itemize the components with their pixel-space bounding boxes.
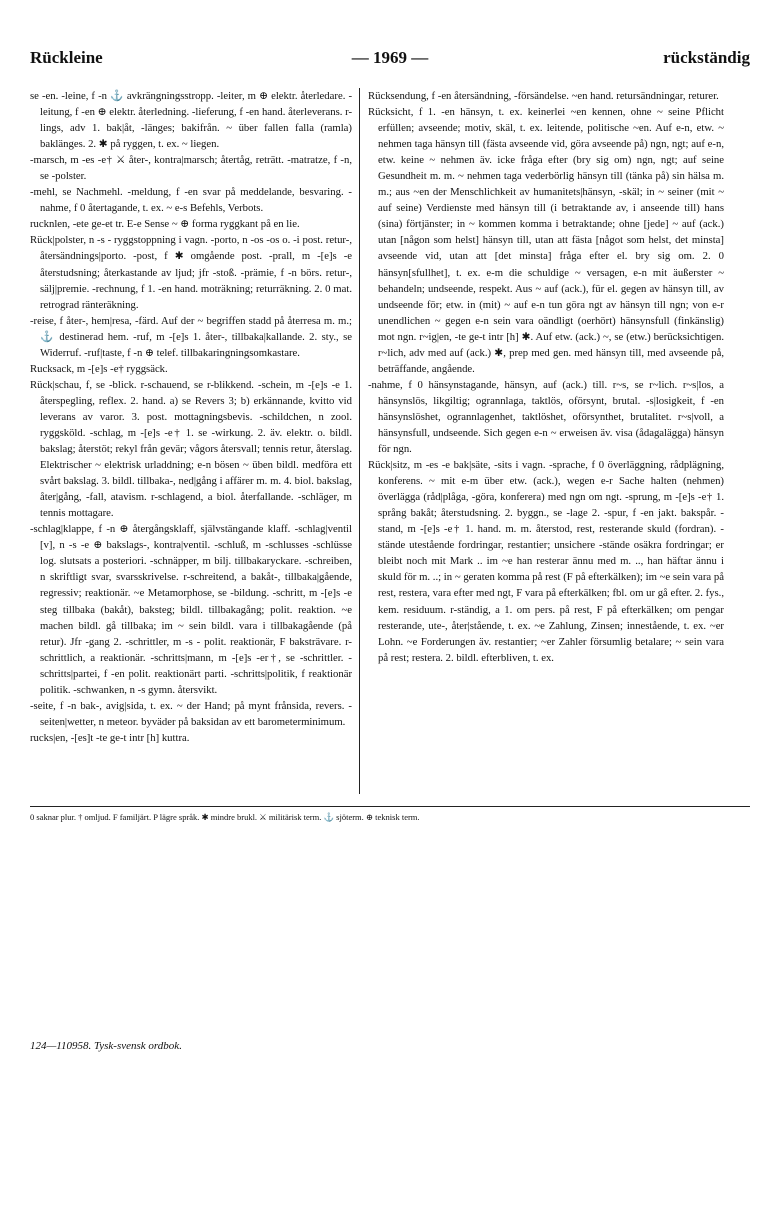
dictionary-entry: Rück|polster, n -s - ryggstoppning i vagn. -porto, n -os -os o. -i post. retur-, återsändnings|porto. -post, f ✱ omgående post. -prall, m -[e]s -e återstudsning; återkastande av ljud; jfr -stoß. -prämie, f -n börs. retur-, sälj|premie. -rechnung, f 1. -en hand. moträkning; returräkning. 2. 0 mat. retrograd ränteräkning. bbox=[30, 234, 352, 311]
dictionary-entry: -marsch, m -es -e† ⚔ åter-, kontra|marsch; återtåg, reträtt. -matratze, f -n, se -polster. bbox=[30, 154, 352, 183]
print-signature: 124—110958. Tysk-svensk ordbok. bbox=[30, 1040, 182, 1052]
dictionary-entry: Rücksicht, f 1. -en hänsyn, t. ex. keinerlei ~en kennen, ohne ~ seine Pflicht erfüllen; avseende; motiv, skäl, t. ex. leitende, politische ~en. Auf e-n, etw. ~ nehmen taga hänsyn till (fästa avseende vid, göra avseende på) ngn, ngt; auf e-n, etw. keine ~ nehmen äv. icke fråga efter (bry sig om) ngn, ngt; auf seine Gesundheit m. m. ~ nehmen taga vederbörlig hänsyn till (tänka på) sin hälsa m. m.; aus ~en der Menschlichkeit av humanitets|hänsyn, -skäl; in ~ seiner (mit ~ auf seine) Verdienste med hänsyn till (i betraktande av, i anseende till) hans (sina) förtjänster; in ~ kommen komma i betraktande; ohne [jede] ~ auf (ack.) utan [någon som helst] hänsyn till, utan att fästa [något som helst, det minsta] avseende vid, utan att [det minsta] fråga efter el. bry sig om. 2. 0 hänsyn[sfullhet], t. ex. e-m die schuldige ~ versagen, e-n mit äußerster ~ behandeln; undseende, respekt. Aus ~ auf (ack.), für el. gegen av hänsyn till, av undseende för; etw. in (mit) ~ auf e-n tun göra ngt av hänsyn till ngn; von e-r unendlichen ~ gegen e-n sein vara oändligt (oerhört) hänsynsfull (finkänslig) mot ngn. r~ig|en, -te ge-t intr [h] ✱. Auf etw. (ack.) ~, se (etw.) berücksichtigen. r~lich, adv med auf (ack.) ✱, prep med gen. med hänsyn till, med avseende på, beträffande, angående. bbox=[368, 106, 724, 375]
abbreviation-legend: 0 saknar plur. † omljud. F familjärt. P lägre språk. ✱ mindre brukl. ⚔ militärisk term. ⚓ sjöterm. ⊕ teknisk term. bbox=[30, 812, 420, 822]
dictionary-entry: -nahme, f 0 hänsynstagande, hänsyn, auf (ack.) till. r~s, se r~lich. r~s|los, a hänsynslös, likgiltig; ogrannlaga, taktlös, oförsynt, brutal. -s|losigkeit, f -en hänsynslöshet, ogrannlagenhet, taktlöshet, oförsynthet, brutalitet. r~s|voll, a hänsynsfull, undseende. Sich gegen e-n ~ erweisen äv. visa (ådagalägga) hänsyn för ngn. bbox=[368, 378, 724, 456]
dictionary-entry: se -en. -leine, f -n ⚓ avkrängningsstropp. -leiter, m ⊕ elektr. återledare. -leitung, f -en ⊕ elektr. återledning. -lieferung, f -en hand. återleverans. r-lings, adv 1. bak|åt, -länges; bakifrån. ~ über fallen falla (ramla) baklänges. 2. ✱ på ryggen, t. ex. ~ liegen. bbox=[30, 90, 352, 151]
dictionary-entry: Rücksendung, f -en återsändning, -försändelse. ~en hand. retursändningar, returer. bbox=[368, 90, 719, 102]
header-left-guideword: Rückleine bbox=[30, 48, 103, 67]
dictionary-entry: Rück|sitz, m -es -e bak|säte, -sits i vagn. -sprache, f 0 överläggning, rådplägning, konferens. ~ mit e-m über etw. (ack.), wegen e-r Sache halten (nehmen) överlägga (råd|plåga, -göra, konferera) med ngn om ngt. -sprung, m -[e]s -e† 1. språng bakåt; återstudsning. 2. byggn., se -lage 2. -spur, f -en jakt. bakspår. -stand, m -[e]s -e† 1. hand. m. m. återstod, rest, resterande skuld (fordran). -stände utestående fordringar, restantier; unsichere -stände osäkra fordringar; er bleibt noch mit Mark .. im ~e han resterar ännu med m. .., han häftar ännu i skuld för m. ..; in ~ geraten komma på rest (F på efterkälken); im ~e sein vara på rest, restera, vara efter med ngt, F vara på efterkälken; fbl. om ur gå efter. 2. fys., kem. residuum. r-ständig, a 1. om pers. på rest, F på efterkälken; om pengar resterande, ute-, åter|stående, t. ex. ~e Zahlung, Zinsen; innestående, t. ex. ~er Lohn. ~e Forderungen äv. restantier; ~er Zahler försumlig betalare; ~ sein vara på rest; restera. 2. bildl. efterbliven, t. ex. bbox=[368, 459, 724, 664]
dictionary-entry: -schlag|klappe, f -n ⊕ återgångsklaff, självstängande klaff. -schlag|ventil [v], n -s -e ⊕ bakslags-, kontra|ventil. -schluß, m -schlusses -schlüsse log. slutsats a posteriori. -schnäpper, m bilj. tillbakaryckare. -schreiben, n skriftligt svar, svarsskrivelse. r-schreitend, a bakåt-, tillbaka|gående, regressiv; reaktionär. ~e Metamorphose, se -bildung. -schritt, m -[e]s -e steg tillbaka (bakåt), baksteg; bildl. tillbakagång; polit. reaktion. ~e machen bildl. gå tillbaka; im ~ sein bildl. vara i tillbakagående (på retur). Jfr -gang 2. -schrittler, m -s - polit. reaktionär, F baksträvare. r-schrittlich, a reaktionär. -schritts|mann, m -[e]s -er†, se -schrittler. -schritts|partei, f -en polit. reaktionärt parti. -schritts|politik, f reaktionär politik. -schwanken, n -s gymn. återsvikt. bbox=[30, 523, 352, 696]
header-page-number: — 1969 — bbox=[351, 48, 429, 67]
header-right-guideword: rückständig bbox=[663, 48, 750, 67]
dictionary-entry: -mehl, se Nachmehl. -meldung, f -en svar på meddelande, besvaring. -nahme, f 0 återtagande, t. ex. ~ e-s Befehls, Verbots. bbox=[30, 186, 352, 215]
dictionary-entry: rucks|en, -[es]t -te ge-t intr [h] kuttra. bbox=[30, 731, 190, 744]
dictionary-entry: -seite, f -n bak-, avig|sida, t. ex. ~ der Hand; på mynt frånsida, revers. -seiten|wetter, n meteor. byväder på baksidan av ett barometerminimum. bbox=[30, 699, 352, 728]
dictionary-entry: Rucksack, m -[e]s -e† ryggsäck. bbox=[30, 362, 168, 375]
left-column bbox=[30, 88, 352, 746]
right-column bbox=[368, 88, 724, 666]
column-divider bbox=[359, 88, 360, 794]
dictionary-entry: Rück|schau, f, se -blick. r-schauend, se r-blikkend. -schein, m -[e]s -e 1. återspegling, reflex. 2. hand. a) se Revers 3; b) erkännande, kvitto vid leverans av varor. 3. post. mottagningsbevis. -schildchen, n zool. ryggsköld. -schlag, m -[e]s -e† 1. se -wirkung. 2. äv. elektr. o. bildl. bakslag; återstöt; rekyl från gevär; vågors återsvall; tennis retur, återslag. Elektrischer ~ elektrisk urladdning; e-n bösen ~ üben bildl. medföra ett svårt bakslag. 3. bildl. tillbaka-, ned|gång i affärer m. m. 4. biol. bakslag, åter|gång, -fall, atavism. r-schlagend, a biol. återfallande. -schläger, m tennis mottagare. bbox=[30, 378, 352, 520]
dictionary-entry: -reise, f åter-, hem|resa, -färd. Auf der ~ begriffen stadd på återresa m. m.; ⚓ destinerad hem. -ruf, m -[e]s 1. åter-, tillbaka|kallande. 2. sty., se Widerruf. -ruf|taste, f -n ⊕ telef. tillbakaringningsomkastare. bbox=[30, 314, 352, 359]
footnote-rule bbox=[30, 806, 750, 807]
dictionary-entry: rucknlen, -ete ge-et tr. E-e Sense ~ ⊕ forma ryggkant på en lie. bbox=[30, 218, 300, 231]
page-header bbox=[30, 48, 750, 74]
